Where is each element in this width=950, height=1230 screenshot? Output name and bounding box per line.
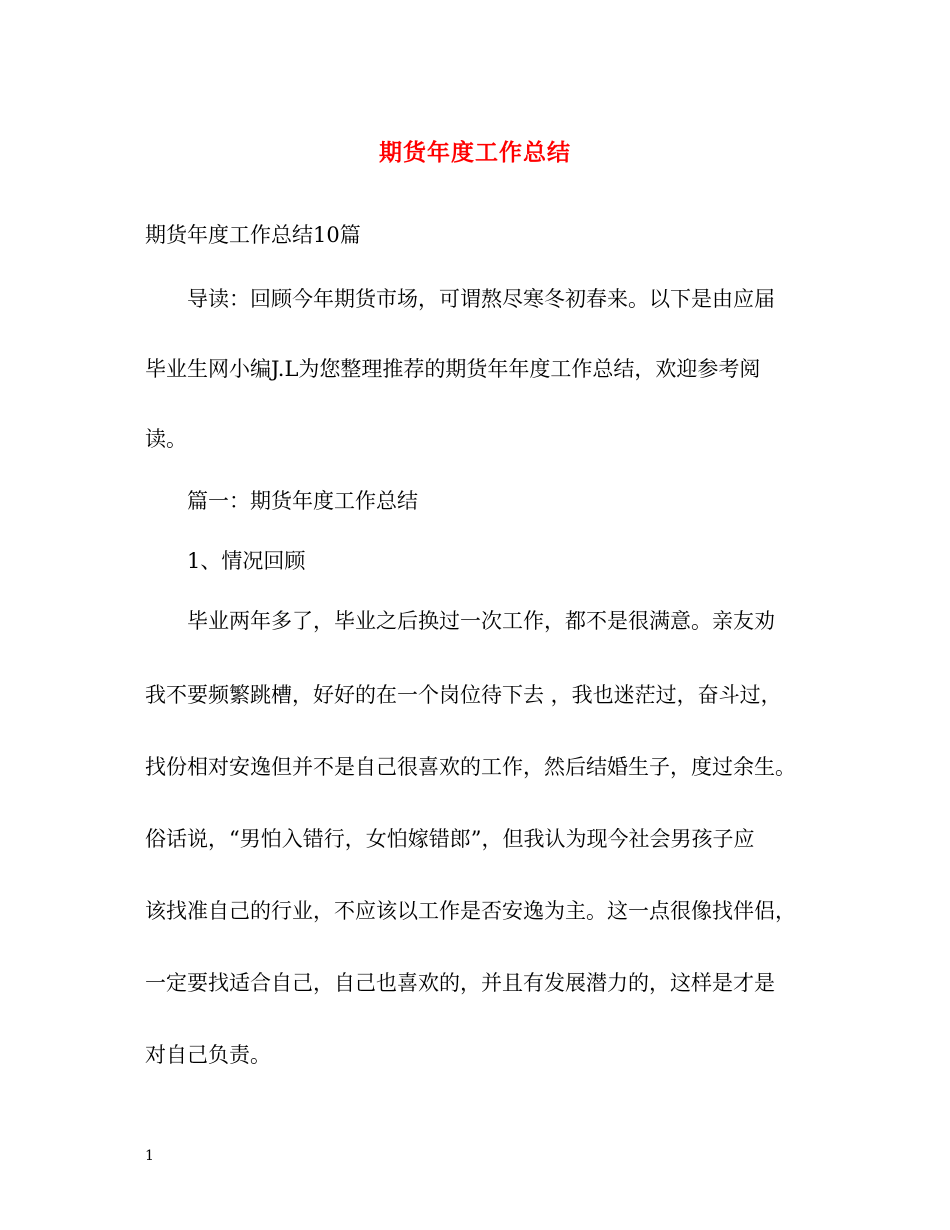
paragraph-line: 找份相对安逸但并不是自己很喜欢的工作，然后结婚生子，度过余生。 <box>145 755 796 779</box>
paragraph-line: 毕业生网小编J.L为您整理推荐的期货年年度工作总结，欢迎参考阅 <box>145 357 761 381</box>
page-number: 1 <box>145 1148 154 1164</box>
document-title: 期货年度工作总结 <box>379 139 571 166</box>
paragraph-line: 对自己负责。 <box>145 1043 271 1067</box>
paragraph-line: 俗话说，“男怕入错行，女怕嫁错郎”，但我认为现今社会男孩子应 <box>145 827 755 851</box>
paragraph-line: 导读：回顾今年期货市场，可谓熬尽寒冬初春来。以下是由应届 <box>187 287 775 311</box>
paragraph-line: 读。 <box>145 427 187 451</box>
paragraph-line: 毕业两年多了，毕业之后换过一次工作，都不是很满意。亲友劝 <box>187 609 775 633</box>
paragraph-line: 一定要找适合自己，自己也喜欢的，并且有发展潜力的，这样是才是 <box>145 971 775 995</box>
paragraph-line: 我不要频繁跳槽，好好的在一个岗位待下去 ，我也迷茫过，奋斗过， <box>145 683 782 707</box>
subsection-heading: 1、情况回顾 <box>187 549 306 573</box>
paragraph-line: 该找准自己的行业，不应该以工作是否安逸为主。这一点很像找伴侣， <box>145 899 796 923</box>
document-subtitle: 期货年度工作总结10篇 <box>145 223 361 247</box>
section-heading: 篇一：期货年度工作总结 <box>187 489 418 513</box>
